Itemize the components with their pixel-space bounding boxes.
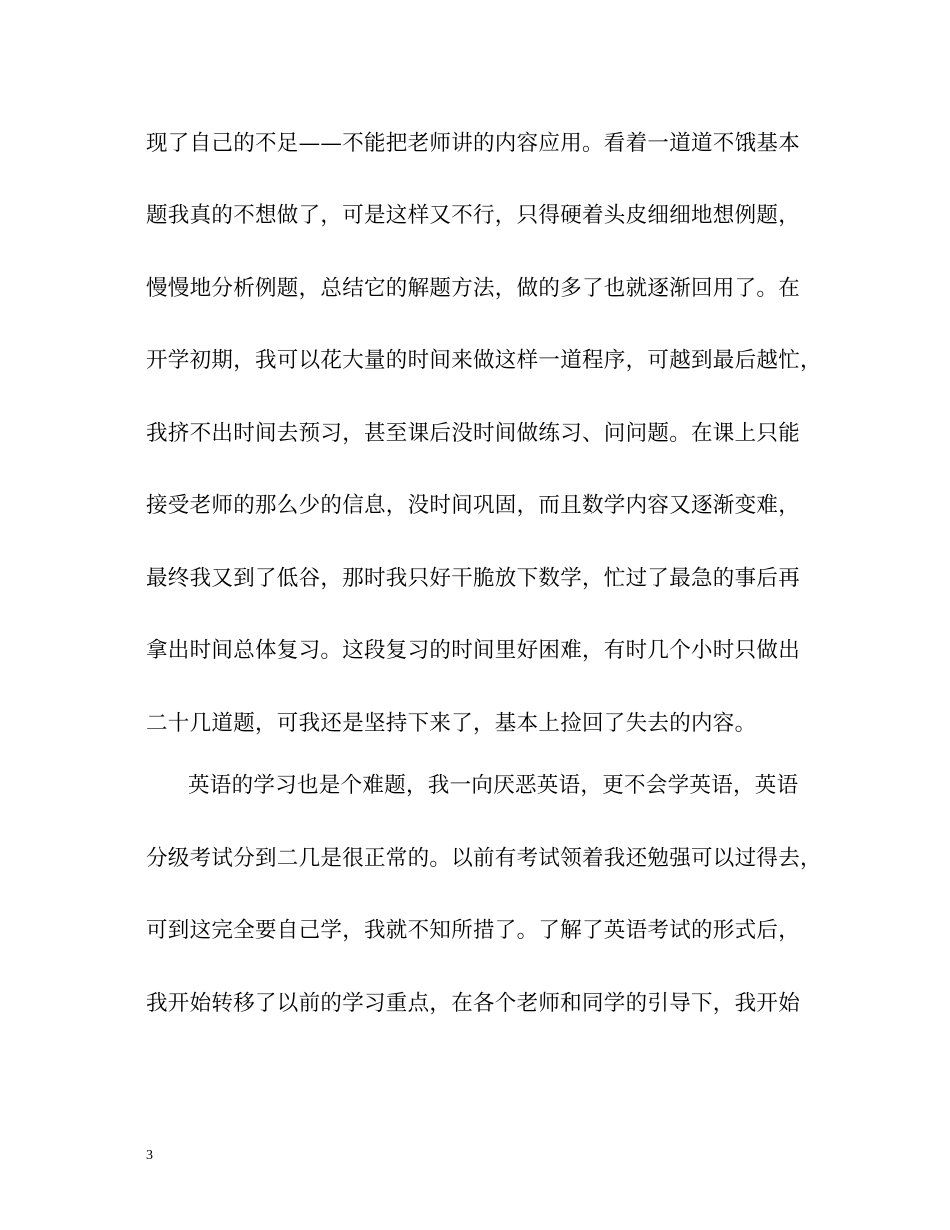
text-line: 我挤不出时间去预习，甚至课后没时间做练习、问问题。在课上只能	[146, 421, 801, 446]
text-line: 我开始转移了以前的学习重点，在各个老师和同学的引导下，我开始	[146, 991, 801, 1016]
text-line: 最终我又到了低谷，那时我只好干脆放下数学，忙过了最急的事后再	[146, 566, 801, 591]
text-line: 二十几道题，可我还是坚持下来了，基本上捡回了失去的内容。	[146, 711, 757, 736]
text-line: 可到这完全要自己学，我就不知所措了。了解了英语考试的形式后，	[146, 918, 801, 943]
text-line: 接受老师的那么少的信息，没时间巩固，而且数学内容又逐渐变难，	[146, 493, 801, 518]
text-line: 开学初期，我可以花大量的时间来做这样一道程序，可越到最后越忙，	[146, 348, 822, 373]
text-line: 现了自己的不足——不能把老师讲的内容应用。看着一道道不饿基本	[146, 131, 801, 156]
text-line: 慢慢地分析例题，总结它的解题方法，做的多了也就逐渐回用了。在	[146, 276, 801, 301]
page-number: 3	[146, 1148, 153, 1163]
text-line: 分级考试分到二几是很正常的。以前有考试领着我还勉强可以过得去，	[146, 846, 822, 871]
text-line: 题我真的不想做了，可是这样又不行，只得硬着头皮细细地想例题，	[146, 203, 801, 228]
text-line: 拿出时间总体复习。这段复习的时间里好困难，有时几个小时只做出	[146, 638, 801, 663]
paragraph-first-line: 英语的学习也是个难题，我一向厌恶英语，更不会学英语，英语	[188, 773, 799, 798]
